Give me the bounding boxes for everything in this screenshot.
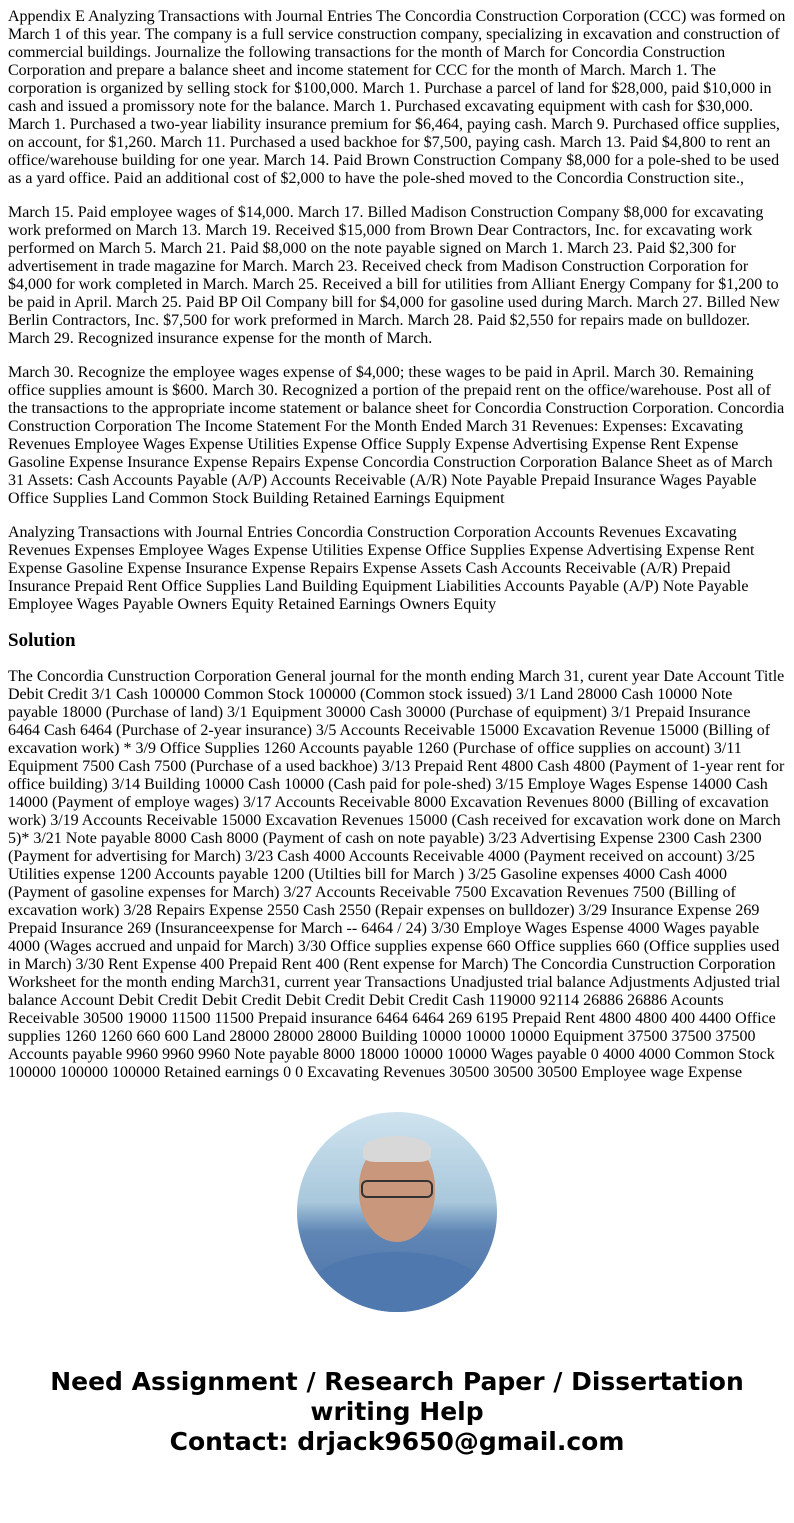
avatar-shirt [307, 1252, 487, 1312]
solution-text: The Concordia Cunstruction Corporation General journal for the month ending March 31, curent year Date Account Title Debit Credit 3/1 Cash 100000 Common Stock 100000 (Common stock issued) 3/1 Land 28000 Cash 10000 Note payable 18000 (Purchase of land) 3/1 Equipment 30000 Cash 30000 (Purchase of equipment) 3/1 Prepaid Insurance 6464 Cash 6464 (Purchase of 2-year insurance) 3/5 Accounts Receivable 15000 Excavation Revenue 15000 (Billing of excavation work) * 3/9 Office Supplies 1260 Accounts payable 1260 (Purchase of office supplies on account) 3/11 Equipment 7500 Cash 7500 (Purchase of a used backhoe) 3/13 Prepaid Rent 4800 Cash 4800 (Payment of 1-year rent for office building) 3/14 Building 10000 Cash 10000 (Cash paid for pole-shed) 3/15 Employe Wages Espense 14000 Cash 14000 (Payment of employe wages) 3/17 Accounts Receivable 8000 Excavation Revenues 8000 (Billing of excavation work) 3/19 Accounts Receivable 15000 Excavation Revenues 15000 (Cash received for excavation work done on March 5)* 3/21 Note payable 8000 Cash 8000 (Payment of cash on note payable) 3/23 Advertising Expense 2300 Cash 2300 (Payment for advertising for March) 3/23 Cash 4000 Accounts Receivable 4000 (Payment received on account) 3/25 Utilities expense 1200 Accounts payable 1200 (Utilties bill for March ) 3/25 Gasoline expenses 4000 Cash 4000 (Payment of gasoline expenses for March) 3/27 Accounts Receivable 7500 Excavation Revenues 7500 (Billing of excavation work) 3/28 Repairs Expense 2550 Cash 2550 (Repair expenses on bulldozer) 3/29 Insurance Expense 269 Prepaid Insurance 269 (Insuranceexpense for March -- 6464 / 24) 3/30 Employe Wages Espense 4000 Wages payable 4000 (Wages accrued and unpaid for March) 3/30 Office supplies expense 660 Office supplies 660 (Office supplies used in March) 3/30 Rent Expense 400 Prepaid Rent 400 (Rent expense for March) The Concordia Cunstruction Corporation Worksheet for the month ending March31, current year Transactions Unadjusted trial balance Adjustments Adjusted trial balance Account Debit Credit Debit Credit Debit Credit Debit Credit Cash 119000 92114 26886 26886 Acounts Receivable 30500 19000 11500 11500 Prepaid insurance 6464 6464 269 6195 Prepaid Rent 4800 4800 400 4400 Office supplies 1260 1260 660 600 Land 28000 28000 28000 Building 10000 10000 10000 Equipment 37500 37500 37500 Accounts payable 9960 9960 9960 Note payable 8000 18000 10000 10000 Wages payable 0 4000 4000 Common Stock 100000 100000 100000 Retained earnings 0 0 Excavating Revenues 30500 30500 30500 Employee wage Expense [8, 668, 785, 1081]
avatar-container [8, 1112, 786, 1317]
avatar-glasses [361, 1180, 433, 1198]
solution-heading: Solution [8, 630, 76, 651]
contact-banner [8, 1367, 786, 1457]
avatar-hair [363, 1136, 431, 1162]
avatar [297, 1112, 497, 1312]
question-text [8, 8, 786, 614]
question-paragraph: Appendix E Analyzing Transactions with Journal Entries The Concordia Construction Corporation (CCC) was formed on March 1 of this year. The company is a full service construction company, specializing in excavation and construction of commercial buildings. Journalize the following transactions for the month of March for Concordia Construction Corporation and prepare a balance sheet and income statement for CCC for the month of March. March 1. The corporation is organized by selling stock for $100,000. March 1. Purchase a parcel of land for $28,000, paid $10,000 in cash and issued a promissory note for the balance. March 1. Purchased excavating equipment with cash for $30,000. March 1. Purchased a two-year liability insurance premium for $6,464, paying cash. March 9. Purchased office supplies, on account, for $1,260. March 11. Purchased a used backhoe for $7,500, paying cash. March 13. Paid $4,800 to rent an office/warehouse building for one year. March 14. Paid Brown Construction Company $8,000 for a pole-shed to be used as a yard office. Paid an additional cost of $2,000 to have the pole-shed moved to the Concordia Construction site., [8, 8, 786, 187]
question-paragraph: March 15. Paid employee wages of $14,000. March 17. Billed Madison Construction Company $8,000 for excavating work preformed on March 13. March 19. Received $15,000 from Brown Dear Contractors, Inc. for excavating work performed on March 5. March 21. Paid $8,000 on the note payable signed on March 1. March 23. Paid $2,300 for advertisement in trade magazine for March. March 23. Received check from Madison Construction Corporation for $4,000 for work completed in March. March 25. Received a bill for utilities from Alliant Energy Company for $1,200 to be paid in April. March 25. Paid BP Oil Company bill for $4,000 for gasoline used during March. March 27. Billed New Berlin Contractors, Inc. $7,500 for work preformed in March. March 28. Paid $2,550 for repairs made on bulldozer. March 29. Recognized insurance expense for the month of March. [8, 204, 780, 347]
question-paragraph: March 30. Recognize the employee wages expense of $4,000; these wages to be paid in April. March 30. Remaining office supplies amount is $600. March 30. Recognized a portion of the prepaid rent on the office/warehouse. Post all of the transactions to the appropriate income statement or balance sheet for Concordia Construction Corporation. Concordia Construction Corporation The Income Statement For the Month Ended March 31 Revenues: Expenses: Excavating Revenues Employee Wages Expense Utilities Expense Office Supply Expense Advertising Expense Rent Expense Gasoline Expense Insurance Expense Repairs Expense Concordia Construction Corporation Balance Sheet as of March 31 Assets: Cash Accounts Payable (A/P) Accounts Receivable (A/R) Note Payable Prepaid Insurance Wages Payable Office Supplies Land Common Stock Building Retained Earnings Equipment [8, 364, 785, 507]
question-paragraph: Analyzing Transactions with Journal Entries Concordia Construction Corporation Accounts Revenues Excavating Revenues Expenses Employee Wages Expense Utilities Expense Office Supplies Expense Advertising Expense Rent Expense Gasoline Expense Insurance Expense Repairs Expense Assets Cash Accounts Receivable (A/R) Prepaid Insurance Prepaid Rent Office Supplies Land Building Equipment Liabilities Accounts Payable (A/P) Note Payable Employee Wages Payable Owners Equity Retained Earnings Owners Equity [8, 524, 755, 613]
help-text: Need Assignment / Research Paper / Dissertation writing Help [50, 1367, 744, 1426]
contact-email: Contact: drjack9650@gmail.com [169, 1427, 625, 1456]
